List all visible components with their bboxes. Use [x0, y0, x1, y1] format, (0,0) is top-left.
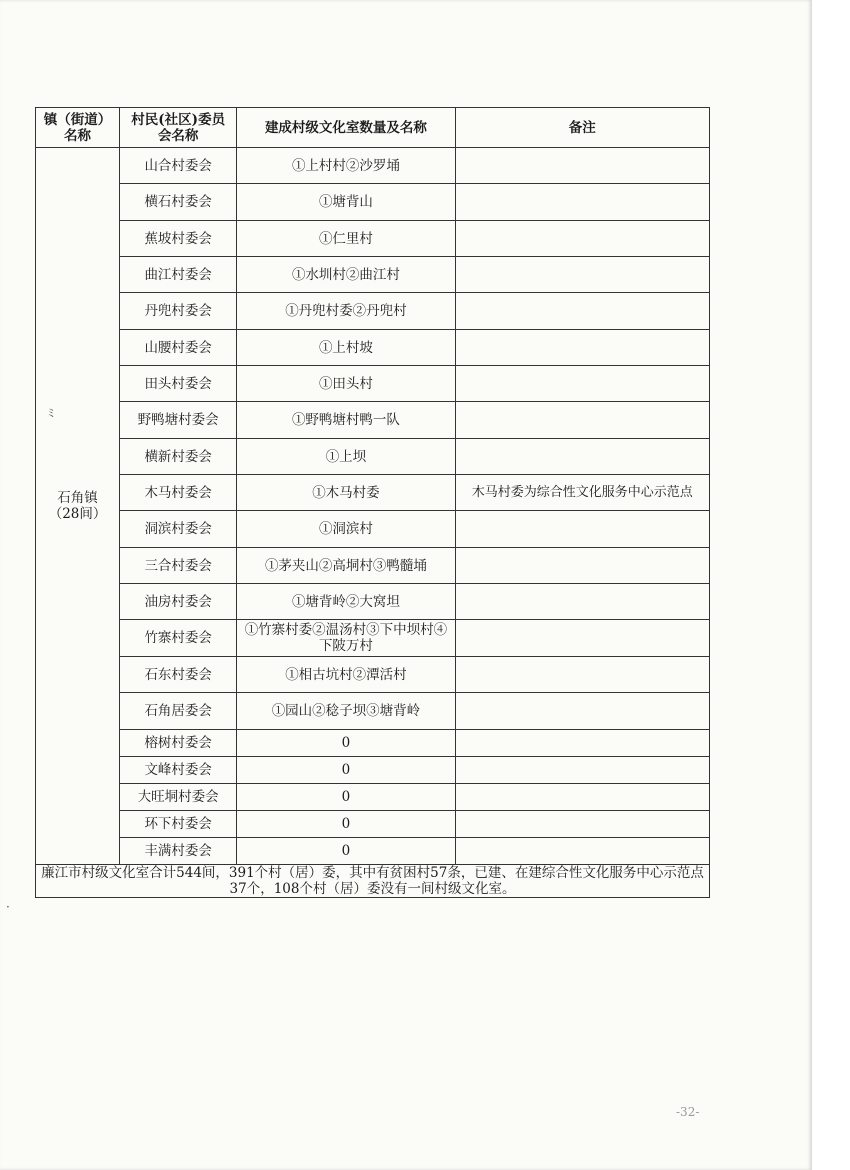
rooms-cell: ①田头村 — [237, 366, 455, 402]
rooms-cell: ①上坝 — [237, 439, 455, 475]
header-town: 镇（街道） 名称 — [36, 108, 120, 148]
rooms-cell: ①园山②稔子坝③塘背岭 — [237, 693, 455, 730]
note-cell — [455, 757, 709, 784]
note-cell — [455, 366, 709, 402]
note-cell — [455, 148, 709, 184]
note-cell — [455, 257, 709, 293]
page-number: -32- — [676, 1105, 700, 1119]
table-row — [36, 148, 710, 184]
committee-cell: 曲江村委会 — [120, 257, 237, 293]
note-cell — [455, 657, 709, 693]
summary-row — [36, 865, 710, 898]
table-row — [36, 838, 710, 865]
rooms-cell: ①塘背山 — [237, 184, 455, 221]
stray-scan-mark: ﾐ — [48, 406, 55, 420]
note-cell — [455, 511, 709, 548]
committee-cell: 横新村委会 — [120, 439, 237, 475]
stray-scan-dot: · — [6, 900, 10, 914]
table-row — [36, 730, 710, 757]
note-cell — [455, 184, 709, 221]
table-row — [36, 184, 710, 221]
committee-cell: 洞滨村委会 — [120, 511, 237, 548]
table-row — [36, 221, 710, 257]
committee-cell: 榕树村委会 — [120, 730, 237, 757]
table-row — [36, 811, 710, 838]
rooms-cell: ①塘背岭②大窝坦 — [237, 584, 455, 620]
table-row — [36, 548, 710, 584]
committee-cell: 木马村委会 — [120, 475, 237, 511]
committee-cell: 文峰村委会 — [120, 757, 237, 784]
rooms-cell: ①竹寨村委②温汤村③下中坝村④下陂万村 — [237, 620, 455, 657]
committee-cell: 山腰村委会 — [120, 330, 237, 366]
rooms-cell: ①野鸭塘村鸭一队 — [237, 402, 455, 439]
header-rooms: 建成村级文化室数量及名称 — [237, 108, 455, 148]
note-cell — [455, 330, 709, 366]
table-row — [36, 757, 710, 784]
table-row — [36, 475, 710, 511]
committee-cell: 野鸭塘村委会 — [120, 402, 237, 439]
committee-cell: 竹寨村委会 — [120, 620, 237, 657]
note-cell — [455, 293, 709, 330]
table-row — [36, 584, 710, 620]
note-cell — [455, 620, 709, 657]
table-row — [36, 657, 710, 693]
header-village-committee: 村民(社区)委员 会名称 — [120, 108, 237, 148]
table-row — [36, 439, 710, 475]
scan-background — [812, 0, 850, 1170]
committee-cell: 环下村委会 — [120, 811, 237, 838]
table-row — [36, 366, 710, 402]
table-row — [36, 620, 710, 657]
village-culture-room-table — [35, 107, 710, 898]
committee-cell: 油房村委会 — [120, 584, 237, 620]
note-cell: 木马村委为综合性文化服务中心示范点 — [455, 475, 709, 511]
committee-cell: 田头村委会 — [120, 366, 237, 402]
table-row — [36, 784, 710, 811]
rooms-cell: 0 — [237, 757, 455, 784]
note-cell — [455, 838, 709, 865]
committee-cell: 横石村委会 — [120, 184, 237, 221]
committee-cell: 丹兜村委会 — [120, 293, 237, 330]
table-row — [36, 293, 710, 330]
rooms-cell: ①木马村委 — [237, 475, 455, 511]
rooms-cell: 0 — [237, 811, 455, 838]
note-cell — [455, 730, 709, 757]
committee-cell: 山合村委会 — [120, 148, 237, 184]
committee-cell: 石东村委会 — [120, 657, 237, 693]
rooms-cell: ①丹兜村委②丹兜村 — [237, 293, 455, 330]
table-row — [36, 511, 710, 548]
rooms-cell: ①上村村②沙罗埇 — [237, 148, 455, 184]
rooms-cell: ①水圳村②曲江村 — [237, 257, 455, 293]
committee-cell: 石角居委会 — [120, 693, 237, 730]
rooms-cell: 0 — [237, 784, 455, 811]
table-header-row — [36, 108, 710, 148]
table-row — [36, 330, 710, 366]
note-cell — [455, 548, 709, 584]
rooms-cell: 0 — [237, 838, 455, 865]
table-row — [36, 693, 710, 730]
note-cell — [455, 784, 709, 811]
note-cell — [455, 439, 709, 475]
note-cell — [455, 584, 709, 620]
note-cell — [455, 811, 709, 838]
table-row — [36, 257, 710, 293]
note-cell — [455, 221, 709, 257]
note-cell — [455, 402, 709, 439]
town-cell: 石角镇 （28间） — [36, 148, 120, 865]
rooms-cell: 0 — [237, 730, 455, 757]
rooms-cell: ①相古坑村②潭活村 — [237, 657, 455, 693]
rooms-cell: ①茅夹山②高垌村③鸭髓埇 — [237, 548, 455, 584]
committee-cell: 丰满村委会 — [120, 838, 237, 865]
committee-cell: 三合村委会 — [120, 548, 237, 584]
committee-cell: 蕉坡村委会 — [120, 221, 237, 257]
header-note: 备注 — [455, 108, 709, 148]
rooms-cell: ①洞滨村 — [237, 511, 455, 548]
rooms-cell: ①上村坡 — [237, 330, 455, 366]
summary-text: 廉江市村级文化室合计544间，391个村（居）委，其中有贫困村57条，已建、在建综合性文化服务中心示范点37个，108个村（居）委没有一间村级文化室。 — [36, 865, 710, 898]
note-cell — [455, 693, 709, 730]
committee-cell: 大旺垌村委会 — [120, 784, 237, 811]
table-row — [36, 402, 710, 439]
rooms-cell: ①仁里村 — [237, 221, 455, 257]
